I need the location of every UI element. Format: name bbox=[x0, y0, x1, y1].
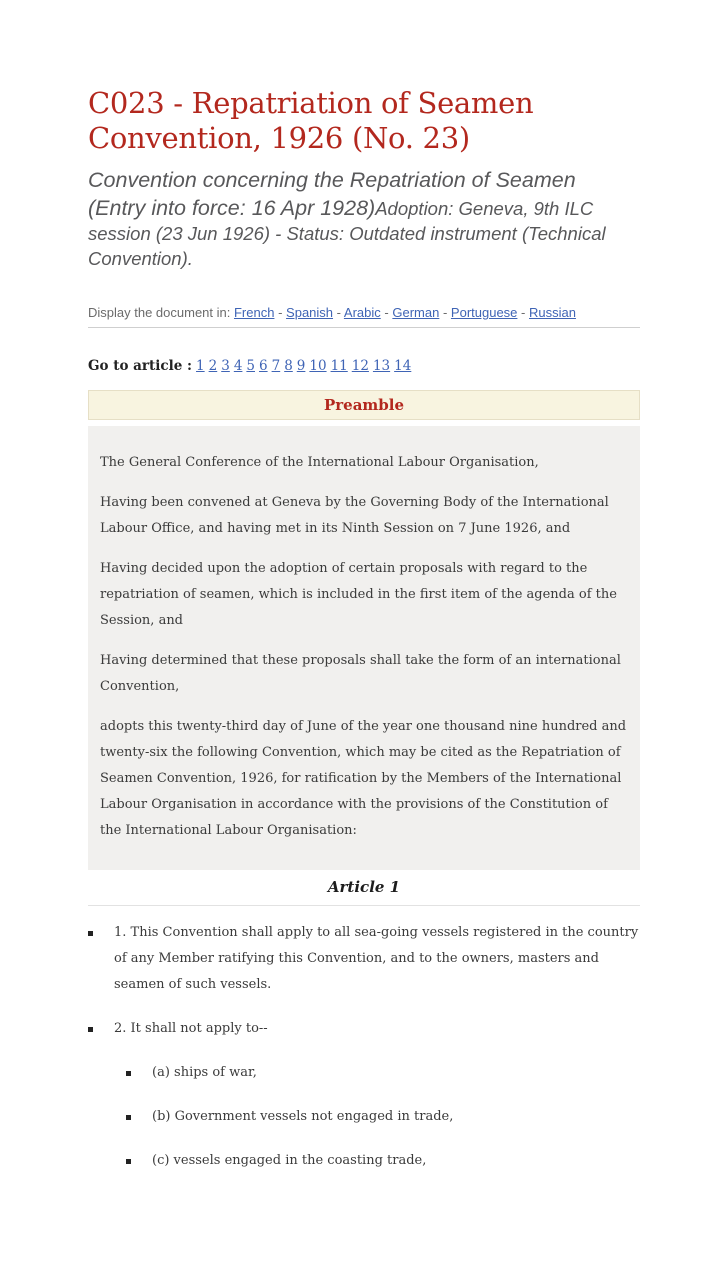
language-separator: - bbox=[521, 305, 526, 321]
preamble-header-bar bbox=[88, 390, 640, 420]
list-item bbox=[114, 920, 640, 998]
preamble-heading: Preamble bbox=[323, 396, 405, 415]
article-link-1[interactable]: 1 bbox=[196, 358, 205, 375]
bullet-square-icon bbox=[126, 1159, 131, 1164]
bullet-square-icon bbox=[126, 1115, 131, 1120]
article-nav-label: Go to article : bbox=[88, 358, 193, 375]
list-item bbox=[152, 1104, 640, 1130]
subtitle-secondary: Adoption: Geneva, 9th ILC session (23 Jun 1926) - Status: Outdated instrument (Technical Convention). bbox=[88, 197, 606, 269]
language-bar-label: Display the document in: bbox=[88, 305, 231, 321]
page-title: C023 - Repatriation of Seamen Convention, 1926 (No. 23) bbox=[88, 86, 534, 155]
bottom-whitespace bbox=[88, 1192, 640, 1272]
language-separator: - bbox=[278, 305, 283, 321]
list-item-text: (b) Government vessels not engaged in trade, bbox=[152, 1109, 454, 1125]
language-separator: - bbox=[336, 305, 341, 321]
language-separator: - bbox=[442, 305, 448, 321]
bullet-square-icon bbox=[126, 1071, 131, 1076]
language-link-russian[interactable]: Russian bbox=[529, 305, 576, 321]
bullet-square-icon bbox=[88, 931, 93, 936]
article-link-7[interactable]: 7 bbox=[271, 358, 281, 375]
language-link-spanish[interactable]: Spanish bbox=[286, 305, 334, 321]
article-link-3[interactable]: 3 bbox=[221, 358, 230, 375]
preamble-paragraph: Having determined that these proposals shall take the form of an international Convention, bbox=[100, 653, 621, 695]
article-link-14[interactable]: 14 bbox=[394, 358, 412, 375]
page-subtitle bbox=[88, 166, 623, 272]
article-1-subitem-list bbox=[88, 1060, 640, 1174]
list-item-text: 2. It shall not apply to-- bbox=[114, 1021, 268, 1037]
list-item bbox=[114, 1016, 640, 1042]
article-link-9[interactable]: 9 bbox=[296, 358, 306, 375]
preamble-paragraph: Having decided upon the adoption of certain proposals with regard to the repatriation of seamen, which is included in the first item of the agenda of the Session, and bbox=[100, 561, 617, 629]
list-item-text: 1. This Convention shall apply to all sea-going vessels registered in the country of any Member ratifying this Convention, and to the owners, masters and seamen of such vessels. bbox=[114, 925, 639, 993]
preamble-paragraph: adopts this twenty-third day of June of the year one thousand nine hundred and twenty-six the following Convention, which may be cited as the Repatriation of Seamen Convention, 1926, for ratification by the Members of the International Labour Organisation in accordance with the provisions of the Constitution of the International Labour Organisation: bbox=[100, 719, 627, 839]
language-link-french[interactable]: French bbox=[233, 305, 275, 321]
preamble-paragraph: Having been convened at Geneva by the Governing Body of the International Labour Office, and having met in its Ninth Session on 7 June 1926, and bbox=[100, 495, 609, 537]
bullet-square-icon bbox=[88, 1027, 93, 1032]
language-link-arabic[interactable]: Arabic bbox=[343, 305, 381, 321]
article-link-2[interactable]: 2 bbox=[208, 358, 218, 375]
article-link-12[interactable]: 12 bbox=[351, 358, 369, 375]
article-link-4[interactable]: 4 bbox=[233, 358, 243, 375]
article-link-6[interactable]: 6 bbox=[259, 358, 268, 375]
language-link-portuguese[interactable]: Portuguese bbox=[450, 305, 518, 321]
article-link-10[interactable]: 10 bbox=[309, 358, 327, 375]
list-item-text: (a) ships of war, bbox=[152, 1065, 257, 1081]
subtitle-main: Convention concerning the Repatriation of Seamen (Entry into force: 16 Apr 1928) bbox=[88, 167, 576, 220]
article-1-heading: Article 1 bbox=[88, 870, 640, 906]
article-link-13[interactable]: 13 bbox=[372, 358, 391, 375]
document-page bbox=[88, 0, 640, 1272]
article-nav bbox=[88, 358, 640, 374]
language-separator: - bbox=[384, 305, 389, 321]
article-link-11[interactable]: 11 bbox=[330, 358, 348, 375]
article-link-5[interactable]: 5 bbox=[246, 358, 255, 375]
preamble-body bbox=[88, 426, 640, 870]
language-link-german[interactable]: German bbox=[392, 305, 440, 321]
article-link-8[interactable]: 8 bbox=[284, 358, 293, 375]
list-item bbox=[152, 1148, 640, 1174]
list-item bbox=[152, 1060, 640, 1086]
preamble-paragraph: The General Conference of the International Labour Organisation, bbox=[100, 455, 539, 471]
list-item-text: (c) vessels engaged in the coasting trade, bbox=[152, 1153, 427, 1169]
language-bar bbox=[88, 305, 640, 328]
